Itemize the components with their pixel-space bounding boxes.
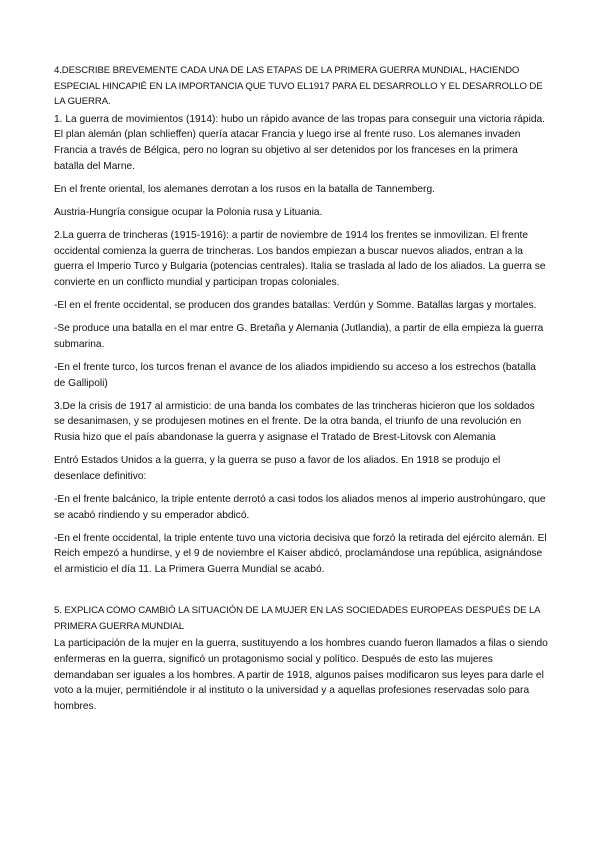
paragraph: Entró Estados Unidos a la guerra, y la guerra se puso a favor de los aliados. En 1918 se produjo el desenlace definitivo: [54, 455, 501, 482]
paragraph: -En el frente turco, los turcos frenan el avance de los aliados impidiendo su acceso a los estrechos (batalla de Gallipoli) [54, 362, 536, 389]
paragraph: -El en el frente occidental, se producen dos grandes batallas: Verdún y Somme. Batallas largas y mortales. [54, 300, 537, 312]
section-4 [54, 63, 548, 578]
paragraph: -Se produce una batalla en el mar entre G. Bretaña y Alemania (Jutlandia), a partir de ella empieza la guerra submarina. [54, 323, 544, 350]
paragraph: En el frente oriental, los alemanes derrotan a los rusos en la batalla de Tannemberg. [54, 183, 435, 195]
section-5 [54, 603, 548, 714]
section-4-heading: 4.DESCRIBE BREVEMENTE CADA UNA DE LAS ETAPAS DE LA PRIMERA GUERRA MUNDIAL, HACIENDO ESPECIAL HINCAPIÉ EN LA IMPORTANCIA QUE TUVO EL1917 PARA EL DESARROLLO Y EL DESARROLLO DE LA GUERRA. [54, 65, 543, 108]
paragraph: -En el frente occidental, la triple entente tuvo una victoria decisiva que forzó la retirada del ejército alemán. El Reich empezó a hundirse, y el 9 de noviembre el Kaiser abdicó, proclamándose una república, asignándose el armisticio el día 11. La Primera Guerra Mundial se acabó. [54, 532, 547, 575]
document-page [54, 63, 548, 722]
section-5-heading: 5. EXPLICA COMO CAMBIÓ LA SITUACIÓN DE LA MUJER EN LAS SOCIEDADES EUROPEAS DESPUÉS DE LA PRIMERA GUERRA MUNDIAL [54, 605, 540, 632]
paragraph: 1. La guerra de movimientos (1914): hubo un rápido avance de las tropas para conseguir una victoria rápida. El plan alemán (plan schlieffen) quería atacar Francia y luego irse al frente ruso. Los alemanes invaden Francia a través de Bélgica, pero no logran su objetivo al ser detenidos por los franceses en la primera batalla del Marne. [54, 113, 545, 172]
paragraph: 3.De la crisis de 1917 al armisticio: de una banda los combates de las trincheras hicieron que los soldados se desanimasen, y se produjesen motines en el frente. De la otra banda, el triunfo de una revolución en Rusia hizo que el país abandonase la guerra y asignase el Tratado de Brest-Litovsk con Alemania [54, 400, 535, 444]
section-spacer [54, 585, 548, 603]
paragraph: La participación de la mujer en la guerra, sustituyendo a los hombres cuando fueron llamados a filas o siendo enfermeras en la guerra, significó un protagonismo social y político. Después de esto las mujeres demandaban ser iguales a los hombres. A partir de 1918, algunos países modificaron sus leyes para darle el voto a la mujer, permitiéndole ir al instituto o la universidad y a aquellas profesiones reservadas solo para hombres. [54, 638, 548, 712]
paragraph: 2.La guerra de trincheras (1915-1916): a partir de noviembre de 1914 los frentes se inmovilizan. El frente occidental comienza la guerra de trincheras. Los bandos empiezan a buscar nuevos aliados, entran a la guerra el Imperio Turco y Bulgaria (potencias centrales). Italia se traslada al lado de los aliados. La guerra se convierte en un conflicto mundial y participan tropas coloniales. [54, 230, 546, 288]
paragraph: -En el frente balcánico, la triple entente derrotó a casi todos los aliados menos al imperio austrohúngaro, que se acabó rindiendo y su emperador abdicó. [54, 494, 546, 521]
paragraph: Austria-Hungría consigue ocupar la Polonia rusa y Lituania. [54, 206, 323, 218]
